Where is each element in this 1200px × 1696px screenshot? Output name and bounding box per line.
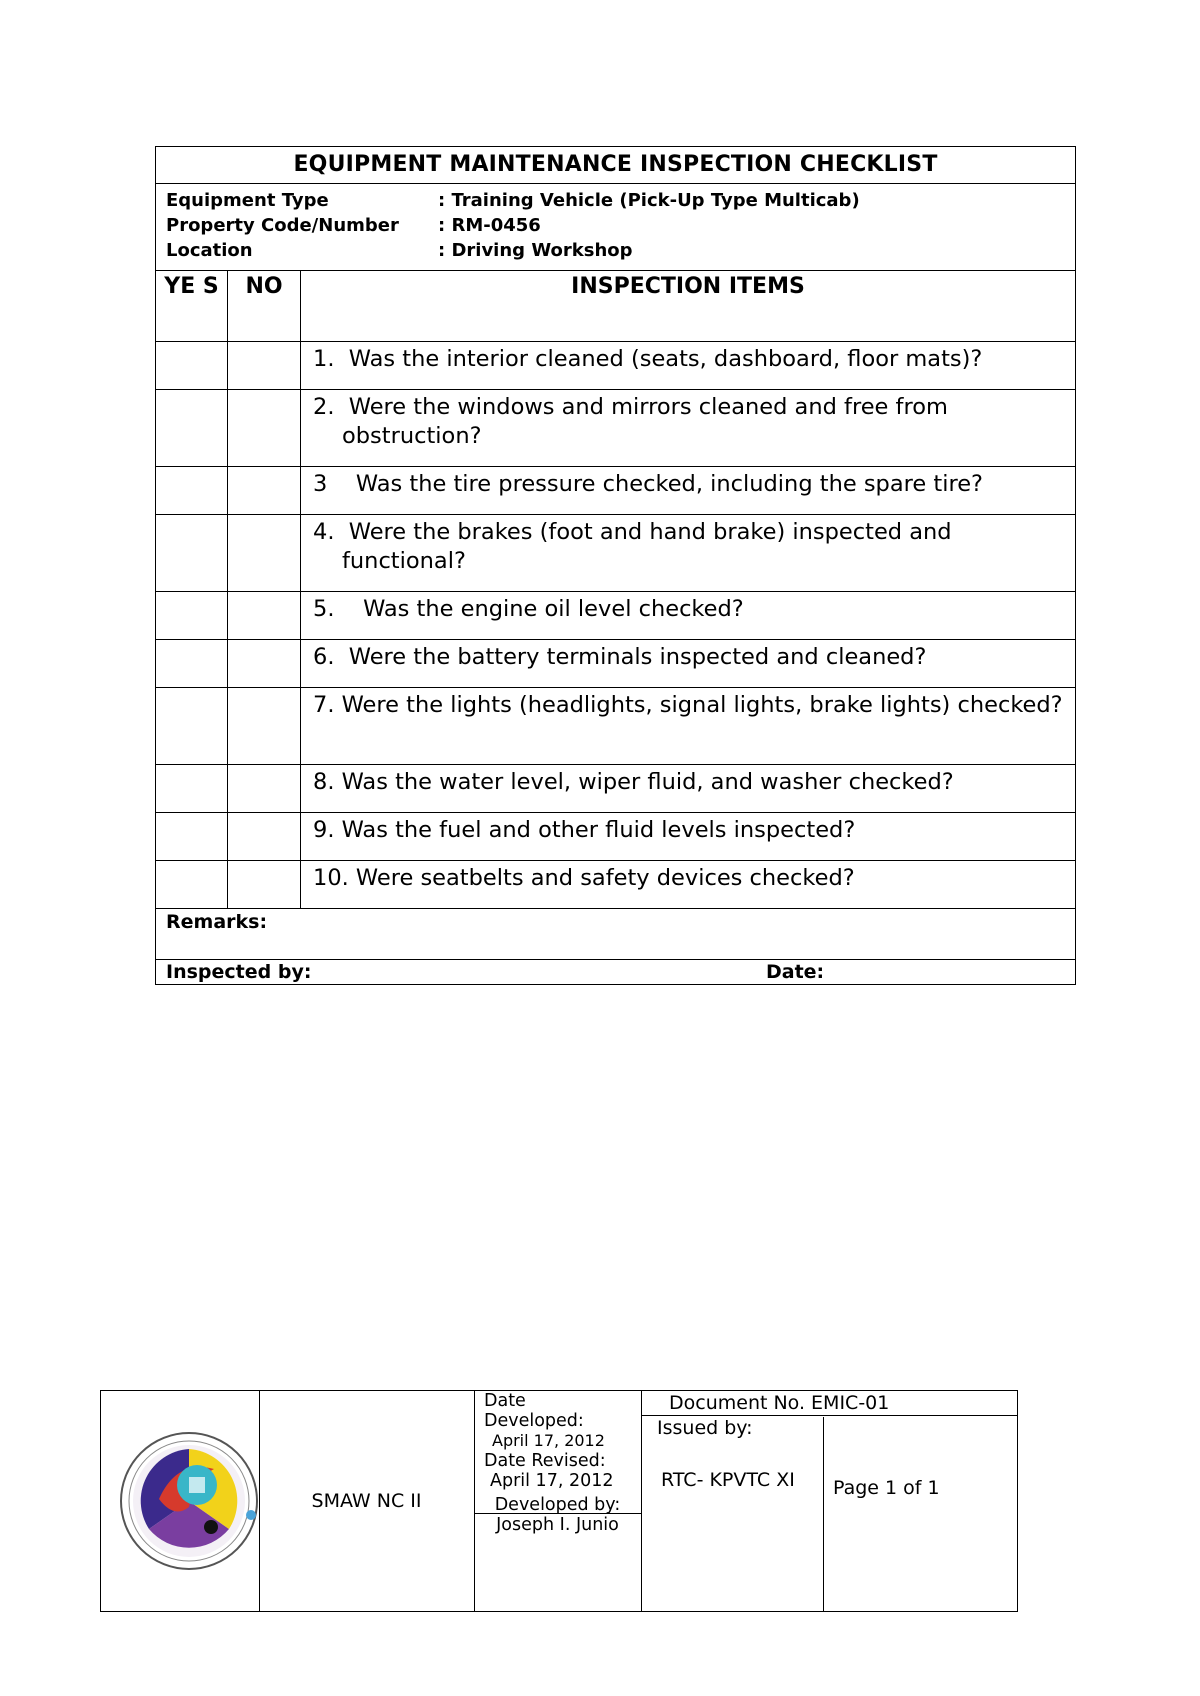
inspection-item: 5. Was the engine oil level checked? [301,592,1076,640]
no-checkbox-cell[interactable] [228,813,301,861]
signature-row[interactable] [156,960,1076,985]
table-row [156,688,1076,765]
table-row [156,390,1076,467]
yes-checkbox-cell[interactable] [156,342,228,390]
course-name: SMAW NC II [311,1490,422,1512]
inspection-item: 2. Were the windows and mirrors cleaned and free from obstruction? [301,390,1076,467]
location-row [166,238,1065,263]
no-column-header: NO [228,271,301,342]
yes-checkbox-cell[interactable] [156,861,228,909]
date-revised-value: April 17, 2012 [490,1471,614,1491]
developed-by-label: Developed by: [494,1495,621,1515]
document-dates [474,1391,641,1535]
property-code-row [166,213,1065,238]
document-number: Document No. EMIC-01 [641,1391,1018,1416]
date-label: Date: [766,961,825,983]
yes-checkbox-cell[interactable] [156,765,228,813]
developed-by-value: Joseph I. Junio [496,1515,619,1535]
yes-checkbox-cell[interactable] [156,640,228,688]
yes-column-header: YE S [156,271,228,342]
no-checkbox-cell[interactable] [228,688,301,765]
location-label: Location [166,240,253,261]
yes-checkbox-cell[interactable] [156,390,228,467]
table-row [156,813,1076,861]
table-row [156,467,1076,515]
equipment-type-label: Equipment Type [166,190,329,211]
yes-checkbox-cell[interactable] [156,515,228,592]
inspection-item: 3 Was the tire pressure checked, including the spare tire? [301,467,1076,515]
checklist-title: EQUIPMENT MAINTENANCE INSPECTION CHECKLIST [156,147,1076,184]
no-checkbox-cell[interactable] [228,765,301,813]
issued-by [641,1417,822,1491]
institution-logo [119,1429,265,1575]
inspection-item: 10. Were seatbelts and safety devices checked? [301,861,1076,909]
inspection-checklist-table [155,146,1076,985]
inspection-item: 1. Was the interior cleaned (seats, dashboard, floor mats)? [301,342,1076,390]
property-code-label: Property Code/Number [166,215,399,236]
no-checkbox-cell[interactable] [228,467,301,515]
yes-checkbox-cell[interactable] [156,688,228,765]
no-checkbox-cell[interactable] [228,390,301,467]
no-checkbox-cell[interactable] [228,592,301,640]
table-row [156,342,1076,390]
table-row [156,765,1076,813]
equipment-type-value: : Training Vehicle (Pick-Up Type Multicab) [438,190,860,211]
property-code-value: : RM-0456 [438,215,541,236]
inspection-item: 6. Were the battery terminals inspected and cleaned? [301,640,1076,688]
table-row [156,640,1076,688]
equipment-info [156,184,1076,271]
yes-checkbox-cell[interactable] [156,813,228,861]
inspection-item: 8. Was the water level, wiper fluid, and washer checked? [301,765,1076,813]
no-checkbox-cell[interactable] [228,342,301,390]
inspected-by-label: Inspected by: [166,961,312,983]
issued-by-label: Issued by: [657,1417,753,1439]
table-row [156,592,1076,640]
equipment-type-row [166,188,1065,213]
date-revised-label: Date Revised: [484,1451,606,1471]
page-number: Page 1 of 1 [833,1477,940,1499]
institution-seal-icon [119,1429,265,1575]
inspection-item: 7. Were the lights (headlights, signal lights, brake lights) checked? [301,688,1076,765]
document-footer [100,1390,1018,1612]
no-checkbox-cell[interactable] [228,515,301,592]
yes-checkbox-cell[interactable] [156,592,228,640]
inspection-items-header: INSPECTION ITEMS [301,271,1076,342]
location-value: : Driving Workshop [438,240,633,261]
no-checkbox-cell[interactable] [228,861,301,909]
inspection-item: 4. Were the brakes (foot and hand brake) inspected and functional? [301,515,1076,592]
table-row [156,515,1076,592]
date-developed-value: April 17, 2012 [492,1431,605,1450]
yes-checkbox-cell[interactable] [156,467,228,515]
remarks-label: Remarks: [166,911,268,933]
inspection-item: 9. Was the fuel and other fluid levels inspected? [301,813,1076,861]
no-checkbox-cell[interactable] [228,640,301,688]
remarks-field[interactable] [156,909,1076,960]
issued-by-value: RTC- KPVTC XI [661,1469,795,1491]
date-developed-label: Date Developed: [484,1391,584,1431]
table-row [156,861,1076,909]
